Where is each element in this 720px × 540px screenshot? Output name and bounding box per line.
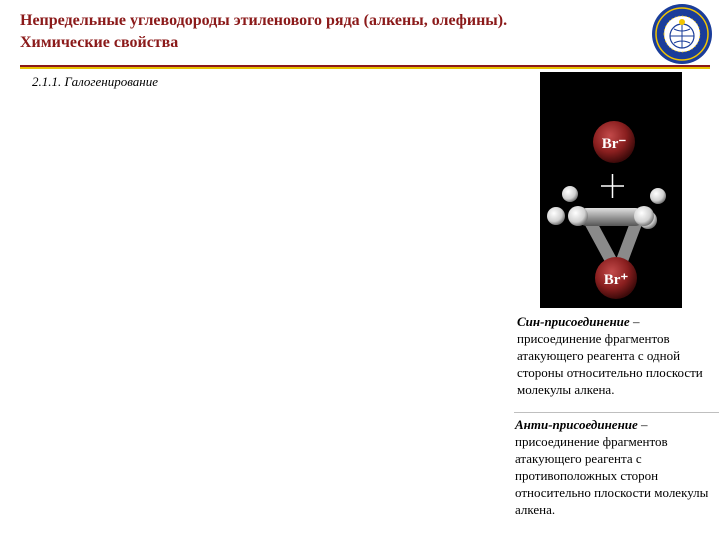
hydrogen-atom — [650, 188, 666, 204]
header-rule-yellow — [20, 67, 710, 69]
bromine-top-label: Br⁻ — [601, 136, 627, 152]
hydrogen-atom — [562, 186, 578, 202]
anti-addition-description: присоединение фрагментов атакующего реагента с противоположных сторон относительно плоскости молекулы алкена. — [515, 434, 709, 517]
bromine-atom-bottom — [595, 257, 637, 299]
plus-sign-icon — [601, 174, 624, 198]
title-line-2: Химические свойства — [20, 34, 179, 51]
syn-addition-dash: – — [629, 314, 640, 329]
molecule-model-panel — [540, 72, 682, 308]
syn-addition-definition — [517, 313, 717, 398]
anti-addition-term: Анти-присоединение — [515, 417, 638, 432]
syn-addition-description: присоединение фрагментов атакующего реагента с одной стороны относительно плоскости молекулы алкена. — [517, 331, 703, 397]
hydrogen-atom — [547, 207, 565, 225]
section-heading: 2.1.1. Галогенирование — [32, 74, 158, 89]
page-title — [20, 10, 640, 54]
anti-addition-dash: – — [637, 417, 648, 432]
university-emblem-icon — [650, 2, 714, 66]
bromine-bottom-label: Br⁺ — [603, 272, 629, 288]
carbon-atom — [568, 206, 588, 226]
bromine-atom-top — [593, 121, 635, 163]
carbon-atom — [634, 206, 654, 226]
syn-addition-term: Син-присоединение — [517, 314, 630, 329]
anti-addition-definition — [515, 416, 710, 518]
title-line-1: Непредельные углеводороды этиленового ряда (алкены, олефины). — [20, 12, 508, 29]
definition-divider — [514, 412, 719, 413]
